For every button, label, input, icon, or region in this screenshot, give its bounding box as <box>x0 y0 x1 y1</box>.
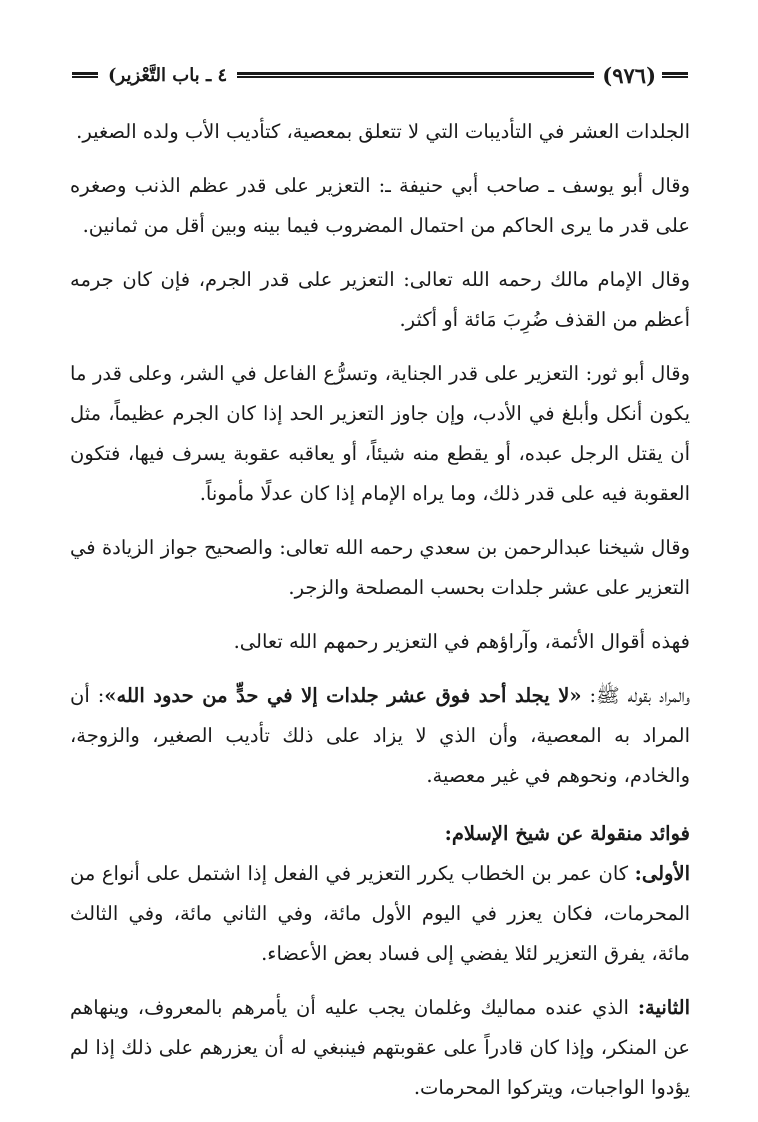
benefit-text: الذي عنده مماليك وغلمان يجب عليه أن يأمرهم بالمعروف، وينهاهم عن المنكر، وإذا كان قادراً على عقوبتهم فينبغي له أن يعزرهم على ذلك إذا لم يؤدوا الواجبات، ويتركوا المحرمات. <box>70 996 690 1099</box>
header-rule-right <box>662 72 688 78</box>
paragraph: وقال أبو يوسف ـ صاحب أبي حنيفة ـ: التعزير على قدر عظم الذنب وصغره على قدر ما يرى الحاكم من احتمال المضروب فيما بينه وبين أقل من ثمانين. <box>70 174 691 237</box>
paragraph: وقال أبو ثور: التعزير على قدر الجناية، وتسرُّع الفاعل في الشر، وعلى قدر ما يكون أنكل وأبلغ في الأدب، وإن جاوز التعزير الحد إذا كان الجرم عظيماً، مثل أن يقتل الرجل عبده، أو يقطع منه شيئاً، أو يعاقبه عقوبة يسرف فيها، فتكون العقوبة فيه على قدر ذلك، وما يراه الإمام إذا كان عدلًا مأموناً. <box>70 362 690 505</box>
hadith-explanation: : أن المراد به المعصية، وأن الذي لا يزاد على ذلك تأديب الصغير، والزوجة، والخادم، ونحوهم في غير معصية. <box>70 684 690 787</box>
hadith-quote: «لا يجلد أحد فوق عشر جلدات إلا في حدٍّ من حدود الله» <box>104 684 582 707</box>
section-title: فوائد منقولة عن شيخ الإسلام: <box>444 822 690 845</box>
benefit-label: الثانية: <box>637 996 690 1019</box>
page-body <box>70 112 690 1122</box>
paragraph: فهذه أقوال الأئمة، وآراؤهم في التعزير رحمهم الله تعالى. <box>233 630 690 653</box>
page-number: (٩٧٦) <box>602 62 656 88</box>
benefit-paragraph <box>70 854 690 974</box>
hadith-paragraph <box>70 676 690 796</box>
page-header <box>72 60 688 90</box>
paragraph: وقال الإمام مالك رحمه الله تعالى: التعزير على قدر الجرم، فإن كان جرمه أعظم من القذف ضُرِبَ مَائة أو أكثر. <box>70 268 690 331</box>
benefit-label: الأولى: <box>634 862 690 885</box>
paragraph: الجلدات العشر في التأديبات التي لا تتعلق بمعصية، كتأديب الأب ولده الصغير. <box>76 120 690 143</box>
benefit-paragraph <box>70 988 690 1108</box>
chapter-title: ٤ ـ باب التَّعْزير) <box>108 64 228 86</box>
header-rule-left <box>72 72 98 78</box>
hadith-lead: والمراد بقوله ﷺ: <box>581 684 690 707</box>
benefit-text: كان عمر بن الخطاب يكرر التعزير في الفعل إذا اشتمل على أنواع من المحرمات، فكان يعزر في اليوم الأول مائة، وفي الثاني مائة، وفي الثالث مائة، يفرق التعزير لئلا يفضي إلى فساد بعض الأعضاء. <box>70 862 690 965</box>
paragraph: وقال شيخنا عبدالرحمن بن سعدي رحمه الله تعالى: والصحيح جواز الزيادة في التعزير على عشر جلدات بحسب المصلحة والزجر. <box>70 536 690 599</box>
header-rule <box>237 72 594 78</box>
